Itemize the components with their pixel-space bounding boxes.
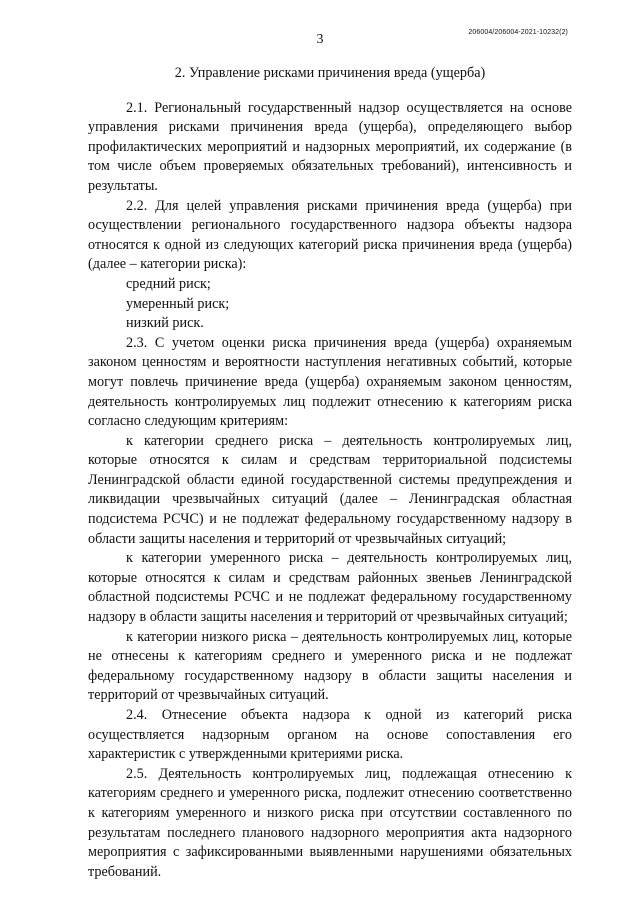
document-code: 206004/206004-2021-10232(2)	[468, 29, 568, 36]
document-body	[88, 64, 572, 882]
risk-category-item: средний риск;	[126, 275, 211, 292]
section-title: 2. Управление рисками причинения вреда (ущерба)	[174, 65, 486, 81]
paragraph-2-4: 2.4. Отнесение объекта надзора к одной из категорий риска осуществляется надзорным органом на основе сопоставления его характеристик с утвержденными критериями риска.	[88, 707, 572, 763]
paragraph-2-1: 2.1. Региональный государственный надзор осуществляется на основе управления рисками причинения вреда (ущерба), определяющего выбор профилактических мероприятий и надзорных мероприятий, их содержание (в том числе объем проверяемых обязательных требований), интенсивность и результаты.	[88, 99, 572, 194]
criteria-moderate-risk: к категории умеренного риска – деятельность контролируемых лиц, которые относятся к силам и средствам районных звеньев Ленинградской областной подсистемы РСЧС и не подлежат федеральному государственному надзору в области защиты населения и территорий от чрезвычайных ситуаций;	[88, 550, 572, 626]
risk-category-item: низкий риск.	[126, 315, 204, 332]
risk-category-item: умеренный риск;	[126, 295, 230, 312]
criteria-low-risk: к категории низкого риска – деятельность контролируемых лиц, которые не отнесены к категориям среднего и умеренного риска и не подлежат федеральному государственному надзору в области защиты населения и территорий от чрезвычайных ситуаций.	[88, 628, 572, 704]
criteria-medium-risk: к категории среднего риска – деятельность контролируемых лиц, которые относятся к силам и средствам территориальной подсистемы Ленинградской области единой государственной системы предупреждения и ликвидации чрезвычайных ситуаций (далее – Ленинградская областная подсистема РСЧС) и не подлежат федеральному государственному надзору в области защиты населения и территорий от чрезвычайных ситуаций;	[88, 432, 572, 547]
paragraph-2-2: 2.2. Для целей управления рисками причинения вреда (ущерба) при осуществлении регионального государственного надзора объекты надзора относятся к одной из следующих категорий риска причинения вреда (ущерба) (далее – категории риска):	[88, 197, 572, 273]
page-number: 3	[316, 32, 324, 47]
paragraph-2-5: 2.5. Деятельность контролируемых лиц, подлежащая отнесению к категориям среднего и умеренного риска, подлежит отнесению соответственно к категориям умеренного и низкого риска при отсутствии составленного по результатам последнего планового надзорного мероприятия акта надзорного мероприятия с зафиксированными выявленными нарушениями обязательных требований.	[88, 765, 572, 880]
paragraph-2-3: 2.3. С учетом оценки риска причинения вреда (ущерба) охраняемым законом ценностям и вероятности наступления негативных событий, которые могут повлечь причинение вреда (ущерба) охраняемым законом ценностям, деятельность контролируемых лиц подлежит отнесению к категориям риска согласно следующим критериям:	[88, 334, 572, 430]
